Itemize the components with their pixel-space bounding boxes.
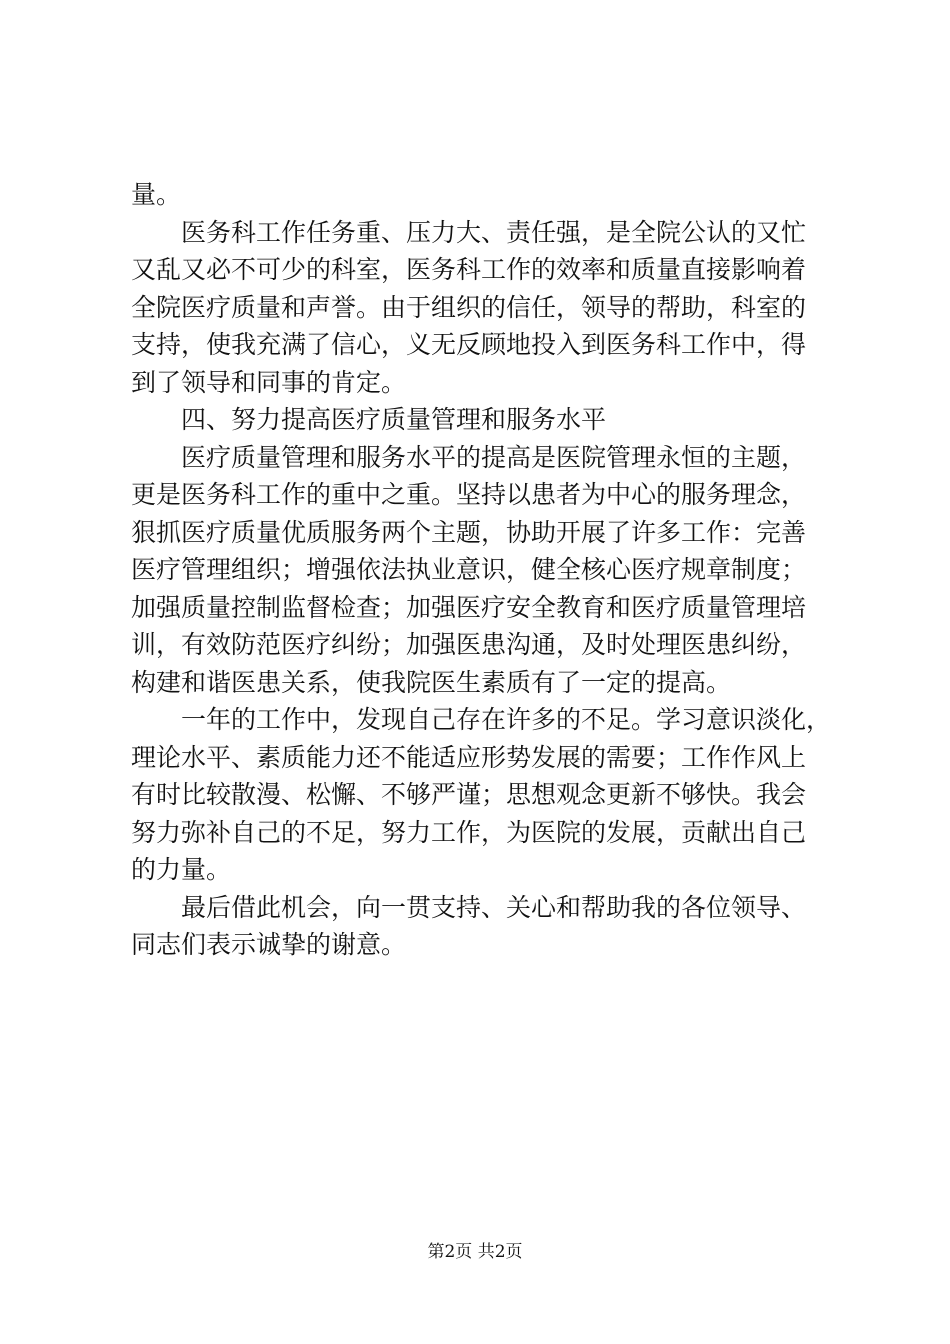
paragraph-start-line: 最后借此机会，向一贯支持、关心和帮助我的各位领导、 — [181, 892, 807, 922]
page-footer — [0, 1240, 950, 1264]
paragraph-start-line: 一年的工作中，发现自己存在许多的不足。学习意识淡化， — [181, 705, 832, 734]
text-line: 到了领导和同事的肯定。 — [131, 367, 407, 397]
paragraph-start-line: 医务科工作任务重、压力大、责任强，是全院公认的又忙 — [181, 217, 807, 247]
text-line: 的力量。 — [131, 855, 232, 884]
text-line: 加强质量控制监督检查；加强医疗安全教育和医疗质量管理培 — [131, 592, 807, 622]
text-line: 同志们表示诚挚的谢意。 — [131, 930, 407, 959]
text-line: 狠抓医疗质量优质服务两个主题，协助开展了许多工作：完善 — [131, 517, 807, 547]
text-line: 更是医务科工作的重中之重。坚持以患者为中心的服务理念， — [131, 480, 807, 509]
text-line: 理论水平、素质能力还不能适应形势发展的需要；工作作风上 — [131, 742, 807, 772]
document-body — [131, 176, 831, 964]
text-line: 量。 — [131, 180, 182, 209]
text-line: 医疗管理组织；增强依法执业意识，健全核心医疗规章制度； — [131, 555, 807, 584]
section-heading: 四、努力提高医疗质量管理和服务水平 — [181, 405, 607, 434]
text-line: 又乱又必不可少的科室，医务科工作的效率和质量直接影响着 — [131, 255, 807, 284]
text-line: 支持，使我充满了信心，义无反顾地投入到医务科工作中，得 — [131, 330, 807, 359]
text-line: 训，有效防范医疗纠纷；加强医患沟通，及时处理医患纠纷， — [131, 630, 807, 659]
text-line: 构建和谐医患关系，使我院医生素质有了一定的提高。 — [131, 667, 732, 697]
text-line: 有时比较散漫、松懈、不够严谨；思想观念更新不够快。我会 — [131, 780, 807, 809]
text-line: 努力弥补自己的不足，努力工作，为医院的发展，贡献出自己 — [131, 817, 807, 847]
page-number-indicator: 第2页 共2页 — [427, 1242, 523, 1262]
paragraph-start-line: 医疗质量管理和服务水平的提高是医院管理永恒的主题， — [181, 442, 807, 472]
text-line: 全院医疗质量和声誉。由于组织的信任，领导的帮助，科室的 — [131, 292, 807, 322]
